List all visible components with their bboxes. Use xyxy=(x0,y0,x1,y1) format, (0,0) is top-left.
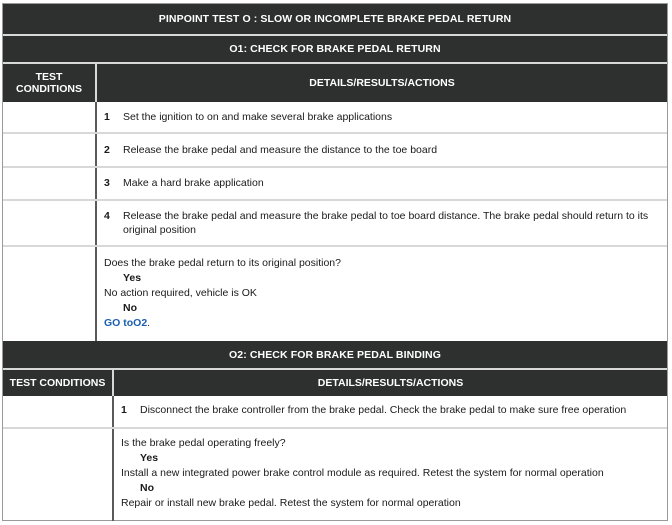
o1-col-details: DETAILS/RESULTS/ACTIONS xyxy=(309,77,455,89)
o1-no-label: No xyxy=(123,302,137,314)
o2-step-1: 1 Disconnect the brake controller from the brake pedal. Check the brake pedal to make sure free operation xyxy=(121,404,627,416)
o2-heading: O2: CHECK FOR BRAKE PEDAL BINDING xyxy=(3,341,667,368)
o2-col-details: DETAILS/RESULTS/ACTIONS xyxy=(317,377,464,389)
divider xyxy=(3,427,667,429)
test-title: PINPOINT TEST O : SLOW OR INCOMPLETE BRAKE PEDAL RETURN xyxy=(3,4,667,34)
pinpoint-test-table xyxy=(2,3,668,521)
divider xyxy=(3,166,667,168)
o1-step-2: 2 Release the brake pedal and measure the distance to the toe board xyxy=(104,144,438,156)
divider xyxy=(3,245,667,247)
o2-column-header xyxy=(3,370,667,396)
divider xyxy=(95,102,97,341)
o1-step-1: 1 Set the ignition to on and make several brake applications xyxy=(104,111,393,123)
o1-col-conditions: TEST CONDITIONS xyxy=(16,71,82,95)
o1-yes-label: Yes xyxy=(123,272,142,284)
o2-question: Is the brake pedal operating freely? xyxy=(121,437,286,449)
o2-yes-label: Yes xyxy=(140,452,159,464)
o2-no-label: No xyxy=(140,482,154,494)
divider xyxy=(3,132,667,134)
o2-yes-action: Install a new integrated power brake control module as required. Retest the system for normal operation xyxy=(121,467,604,479)
o1-yes-action: No action required, vehicle is OK xyxy=(104,287,257,299)
o1-question: Does the brake pedal return to its original position? xyxy=(104,257,341,269)
o1-column-header xyxy=(3,64,667,102)
o2-no-action: Repair or install new brake pedal. Retest the system for normal operation xyxy=(121,497,461,509)
goto-o2-link[interactable]: GO toO2 xyxy=(104,317,148,329)
o2-col-conditions: TEST CONDITIONS xyxy=(9,377,106,389)
o1-heading: O1: CHECK FOR BRAKE PEDAL RETURN xyxy=(3,36,667,62)
o1-results xyxy=(104,256,659,331)
divider xyxy=(3,199,667,201)
o2-results xyxy=(121,436,661,511)
divider xyxy=(112,396,114,521)
o1-step-3: 3 Make a hard brake application xyxy=(104,177,264,189)
o1-no-action: GO toO2. xyxy=(104,317,151,329)
o1-step-4: 4 Release the brake pedal and measure the brake pedal to toe board distance. The brake pedal should return to its original position xyxy=(104,210,649,236)
